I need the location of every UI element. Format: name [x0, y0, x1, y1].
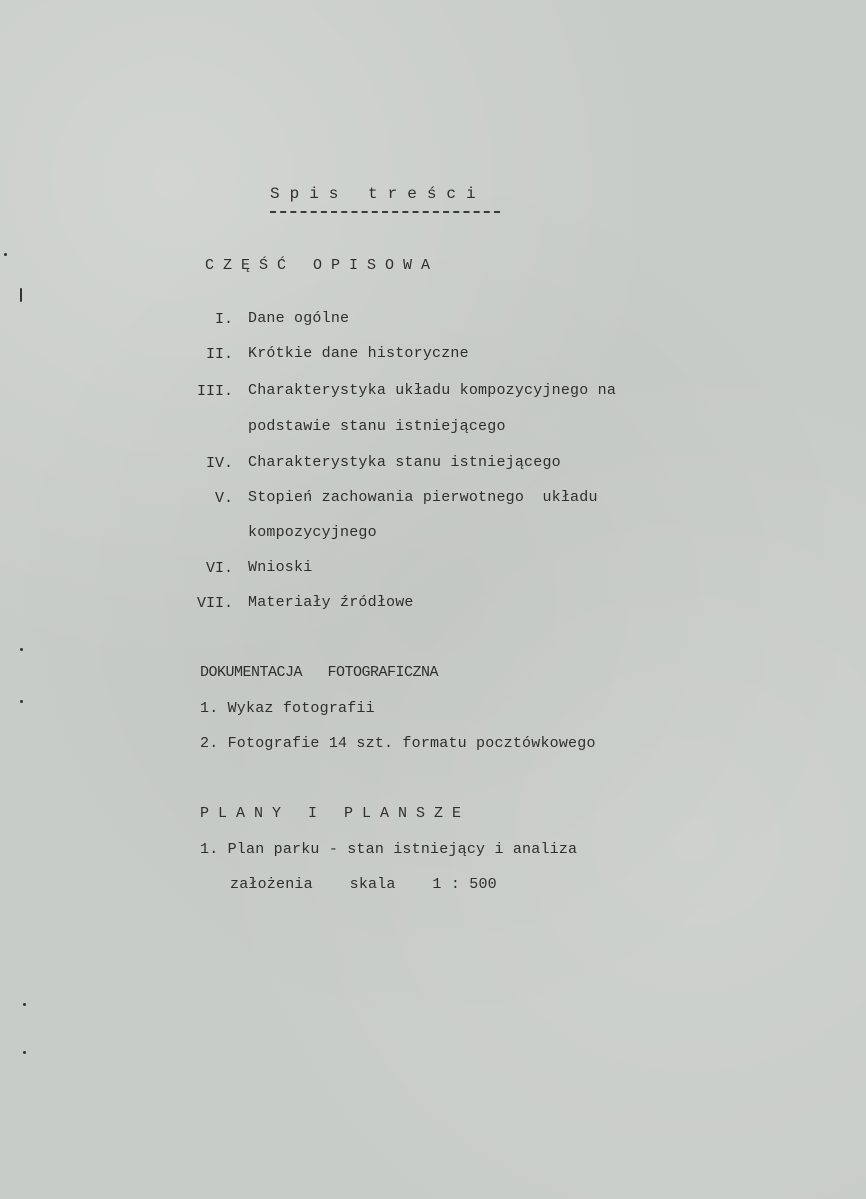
toc-item: Krótkie dane historyczne	[248, 345, 469, 362]
toc-item-continuation: kompozycyjnego	[248, 524, 377, 541]
toc-item: Charakterystyka układu kompozycyjnego na	[248, 382, 617, 399]
margin-mark	[23, 1003, 26, 1006]
margin-mark	[20, 288, 22, 302]
page-title: Spis treści	[270, 185, 486, 203]
section-heading-dokumentacja: DOKUMENTACJA FOTOGRAFICZNA	[200, 664, 439, 681]
margin-mark	[20, 648, 23, 651]
item-number: II.	[205, 346, 233, 363]
margin-mark	[20, 700, 23, 703]
margin-mark	[23, 1051, 26, 1054]
section-heading-plany: PLANY I PLANSZE	[200, 805, 471, 822]
toc-item: Materiały źródłowe	[248, 594, 414, 611]
title-underline	[270, 211, 500, 213]
toc-item: Dane ogólne	[248, 310, 350, 327]
list-item: 1. Plan parku - stan istniejący i analiza	[200, 841, 578, 858]
list-item-continuation: założenia skala 1 : 500	[230, 876, 497, 893]
item-number: VI.	[205, 560, 233, 577]
item-number: V.	[214, 490, 233, 507]
list-item: 1. Wykaz fotografii	[200, 700, 375, 717]
toc-item: Wnioski	[248, 559, 313, 576]
item-number: VII.	[196, 595, 233, 612]
item-number: III.	[196, 383, 233, 400]
toc-item: Stopień zachowania pierwotnego układu	[248, 489, 598, 506]
item-number: I.	[214, 311, 233, 328]
item-number: IV.	[205, 455, 233, 472]
toc-item-continuation: podstawie stanu istniejącego	[248, 418, 506, 435]
toc-item: Charakterystyka stanu istniejącego	[248, 454, 561, 471]
margin-mark	[4, 253, 7, 256]
list-item: 2. Fotografie 14 szt. formatu pocztówkowego	[200, 735, 596, 752]
section-heading-opisowa: CZĘŚĆ OPISOWA	[205, 257, 440, 274]
